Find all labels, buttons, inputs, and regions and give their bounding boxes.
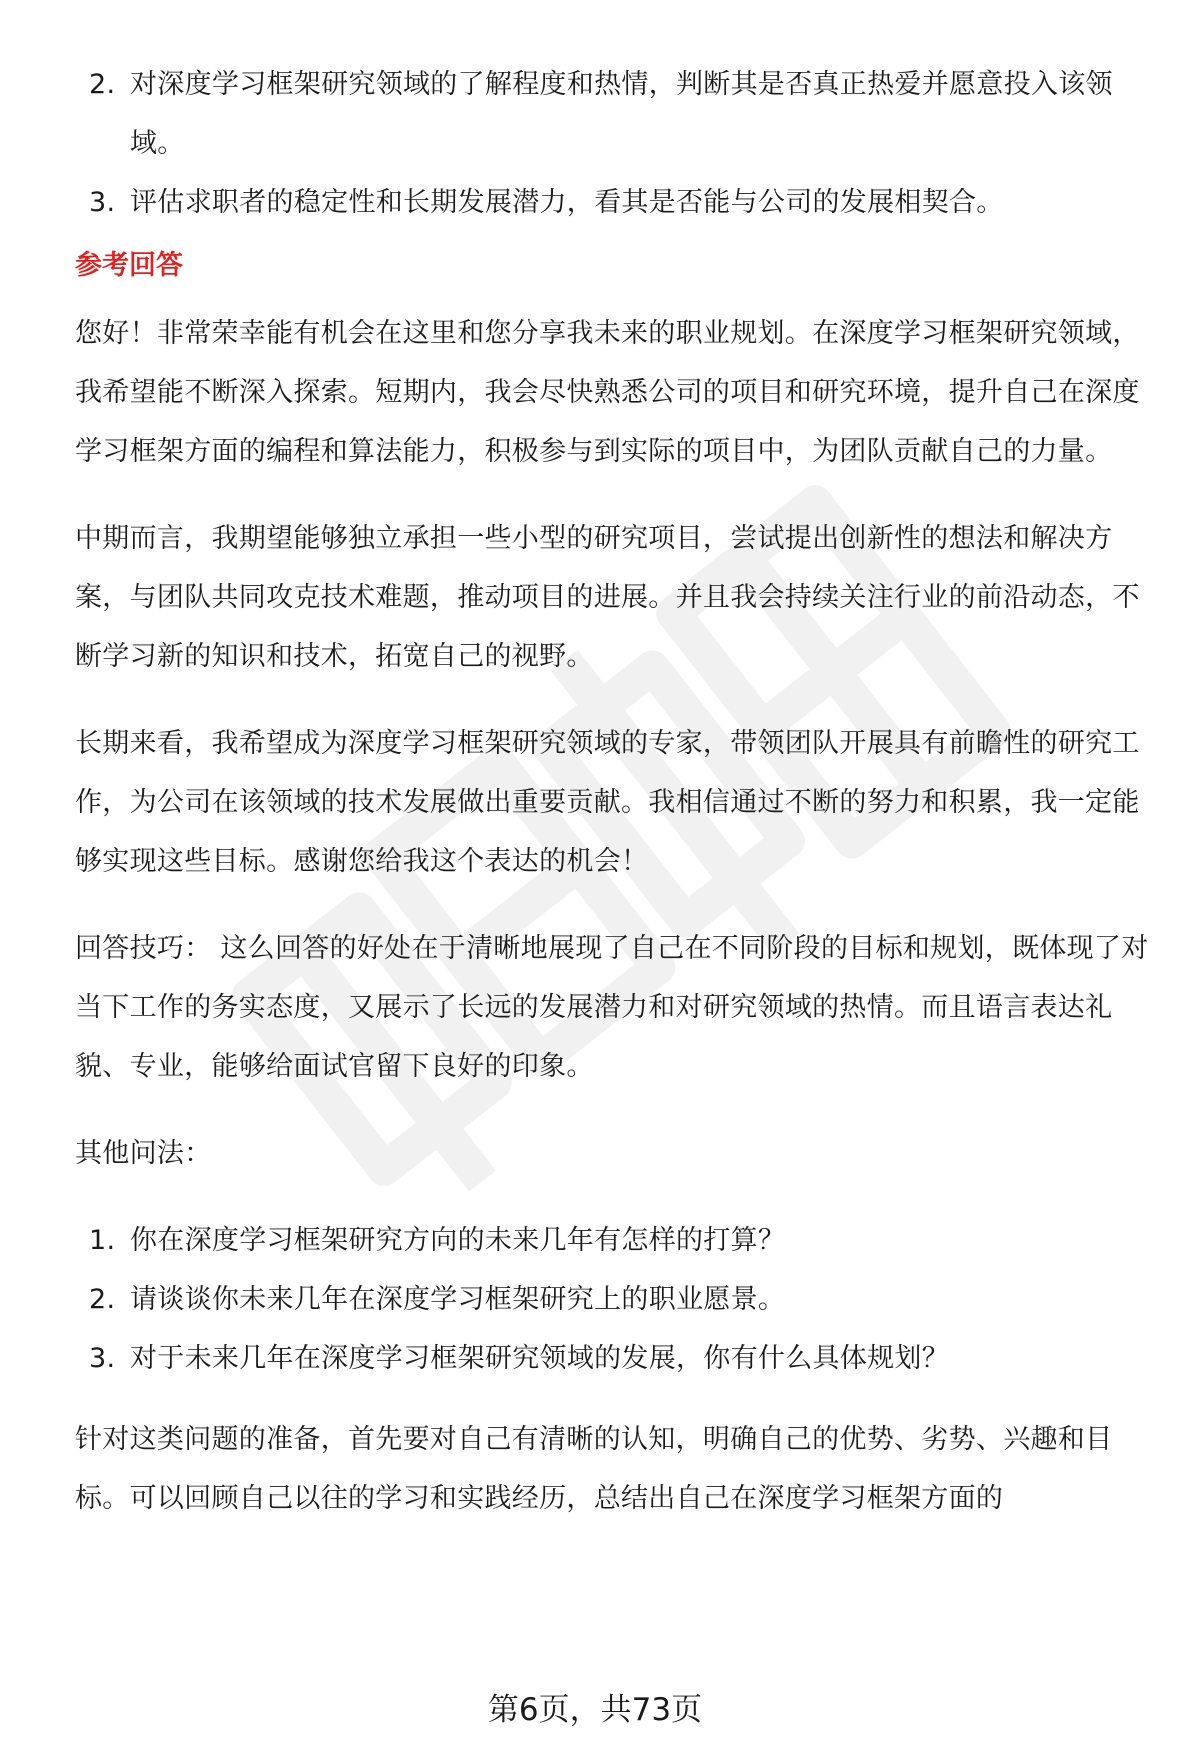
intro-list — [75, 55, 1165, 232]
list-number: 2. — [89, 1284, 116, 1315]
list-text: 请谈谈你未来几年在深度学习框架研究上的职业愿景。 — [130, 1284, 786, 1315]
list-text: 你在深度学习框架研究方向的未来几年有怎样的打算？ — [130, 1225, 786, 1256]
list-item — [75, 1211, 1165, 1270]
list-number: 1. — [89, 1225, 116, 1256]
answer-paragraph-long-term: 长期来看，我希望成为深度学习框架研究领域的专家，带领团队开展具有前瞻性的研究工作，为公司在该领域的技术发展做出重要贡献。我相信通过不断的努力和积累，我一定能够实现这些目标。感谢您给我这个表达的机会！ — [75, 728, 1140, 877]
document-page — [75, 55, 1165, 1556]
reference-answer-heading: 参考回答 — [75, 250, 183, 281]
answer-paragraph-mid-term: 中期而言，我期望能够独立承担一些小型的研究项目，尝试提出创新性的想法和解决方案，与团队共同攻克技术难题，推动项目的进展。并且我会持续关注行业的前沿动态，不断学习新的知识和技术，拓宽自己的视野。 — [75, 523, 1140, 672]
list-item — [75, 173, 1165, 232]
list-number: 2. — [89, 69, 116, 100]
list-item — [75, 55, 1165, 173]
answer-tips-paragraph: 回答技巧： 这么回答的好处在于清晰地展现了自己在不同阶段的目标和规划，既体现了对当下工作的务实态度，又展示了长远的发展潜力和对研究领域的热情。而且语言表达礼貌、专业，能够给面试官留下良好的印象。 — [75, 933, 1149, 1082]
answer-paragraph-short-term: 您好！非常荣幸能有机会在这里和您分享我未来的职业规划。在深度学习框架研究领域，我希望能不断深入探索。短期内，我会尽快熟悉公司的项目和研究环境，提升自己在深度学习框架方面的编程和算法能力，积极参与到实际的项目中，为团队贡献自己的力量。 — [75, 318, 1140, 467]
list-item — [75, 1270, 1165, 1329]
preparation-paragraph: 针对这类问题的准备，首先要对自己有清晰的认知，明确自己的优势、劣势、兴趣和目标。可以回顾自己以往的学习和实践经历，总结出自己在深度学习框架方面的 — [75, 1424, 1113, 1514]
other-questions-list — [75, 1211, 1165, 1388]
page-number-footer: 第6页，共73页 — [487, 1692, 703, 1728]
list-text: 评估求职者的稳定性和长期发展潜力，看其是否能与公司的发展相契合。 — [130, 187, 1004, 218]
list-text: 对深度学习框架研究领域的了解程度和热情，判断其是否真正热爱并愿意投入该领域。 — [130, 69, 1113, 159]
list-number: 3. — [89, 1343, 116, 1374]
list-number: 3. — [89, 187, 116, 218]
list-item — [75, 1329, 1165, 1388]
other-questions-label: 其他问法： — [75, 1138, 212, 1169]
list-text: 对于未来几年在深度学习框架研究领域的发展，你有什么具体规划？ — [130, 1343, 949, 1374]
